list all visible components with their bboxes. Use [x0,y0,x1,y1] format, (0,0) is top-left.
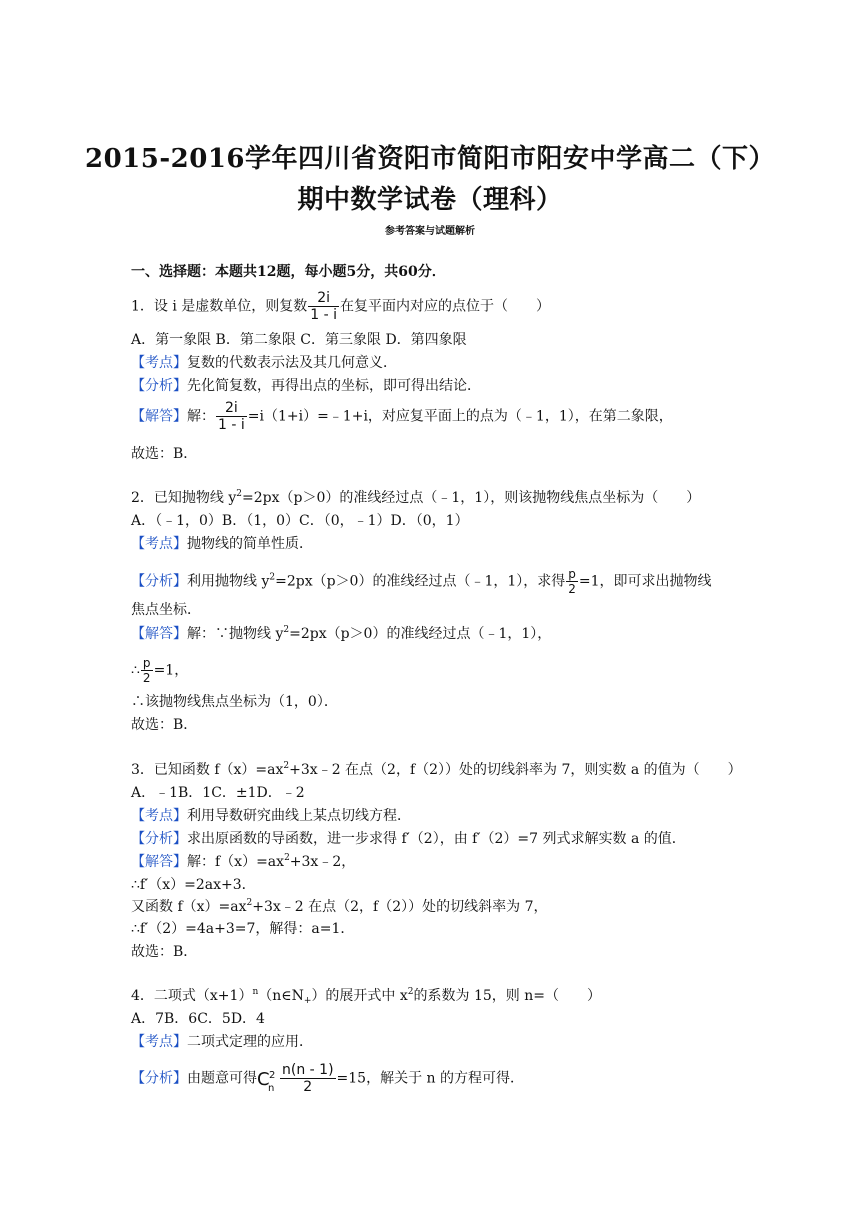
q1-options: A．第一象限 B．第二象限 C．第三象限 D．第四象限 [131,332,467,348]
q1-fraction-2: $\frac{2i}{1 - i}$ [218,400,245,433]
page-subtitle: 参考答案与试题解析 [385,226,475,237]
q2-jieda: 【解答】解：∵抛物线 $y^2=2px(p>0)$的准线经过点（﹣1，1）， [131,625,552,642]
q1-kaodian: 【考点】复数的代数表示法及其几何意义． [131,355,397,371]
q2-options: A．（﹣1，0）B．（1，0）C．（0，﹣1）D．（0，1） [131,513,469,529]
q4-options: A．7B．6C．5D．4 [131,1011,265,1027]
q1-fenxi: 【分析】先化简复数，再得出点的坐标，即可得出结论． [131,378,481,394]
binomial-coefficient: C 2 n [257,1068,276,1094]
q3-step3: ∴f′（2）=4a+3=7，解得：a=1． [131,921,355,937]
q1-answer: 故选：B． [131,446,198,462]
q2-fenxi: 【分析】利用抛物线 $y^2=2px(p>0)$的准线经过点（﹣1，1），求得 $\frac{p}{2}$ =1，即可求出抛物线 [131,567,712,596]
q3-step1: ∴f′（x）=2ax+3． [131,877,256,893]
q3-options: A．﹣1B．1C．±1D．﹣2 [131,785,305,801]
tag-kaodian: 【考点】 [131,355,187,371]
q2-step1: ∴ $\frac{p}{2}$ =1， [131,656,189,685]
page-title-line2: 期中数学试卷（理科） [297,185,563,215]
q3-stem: 3．已知函数 $f(x)=ax^2+3x﹣2$ 在点（2，f（2））处的切线斜率为 7，则实数 a 的值为（ ） [131,761,742,778]
q3-kaodian: 【考点】利用导数研究曲线上某点切线方程． [131,808,411,824]
q2-step2: ∴该抛物线焦点坐标为（1，0）． [131,694,338,710]
tag-fenxi: 【分析】 [131,378,187,394]
q1-stem: 1．设 i 是虚数单位，则复数 $\frac{2i}{1 - i}$ 在复平面内对应的点位于（ ） [131,290,551,323]
q1-jieda: 【解答】解： $\frac{2i}{1 - i}$ =i（1+i）=﹣1+i，对应复平面上的点为（﹣1，1），在第二象限， [131,400,673,433]
q3-step2: 又函数 $f(x)=ax^2+3x﹣2$ 在点（2，f（2））处的切线斜率为 7， [131,898,548,915]
q2-answer: 故选：B． [131,717,198,733]
q3-fenxi: 【分析】求出原函数的导函数，进一步求得 f′（2），由 f′（2）=7 列式求解实数 a 的值． [131,831,686,847]
section-heading: 一、选择题：本题共12题，每小题5分，共60分． [131,264,446,280]
q4-stem: 4．二项式$(x+1)^n(n\in N_+)$的展开式中 $x^2$的系数为 15，则 n=（ ） [131,987,601,1006]
q3-answer: 故选：B． [131,944,198,960]
q4-fraction: $\frac{n(n - 1)}{2}$ [282,1062,334,1095]
q1-fraction: $\frac{2i}{1 - i}$ [310,290,338,323]
q2-fraction-2: $\frac{p}{2}$ [142,656,151,685]
q2-kaodian: 【考点】抛物线的简单性质． [131,536,313,552]
q2-fenxi-cont: 焦点坐标． [131,602,201,618]
tag-jieda: 【解答】 [131,408,187,425]
page-title-line1: 2015-2016学年四川省资阳市简阳市阳安中学高二（下） [84,144,776,174]
q4-kaodian: 【考点】二项式定理的应用． [131,1034,313,1050]
q2-fraction: $\frac{p}{2}$ [568,567,576,596]
q4-fenxi: 【分析】由题意可得 C 2 n $\frac{n(n - 1)}{2}$ =15，解关于 n 的方程可得． [131,1062,524,1095]
q3-jieda: 【解答】解：$f(x)=ax^2+3x﹣2$， [131,853,356,870]
q2-stem: 2．已知抛物线 $y^2=2px(p>0)$的准线经过点（﹣1，1），则该抛物线焦点坐标为（ ） [131,489,701,506]
